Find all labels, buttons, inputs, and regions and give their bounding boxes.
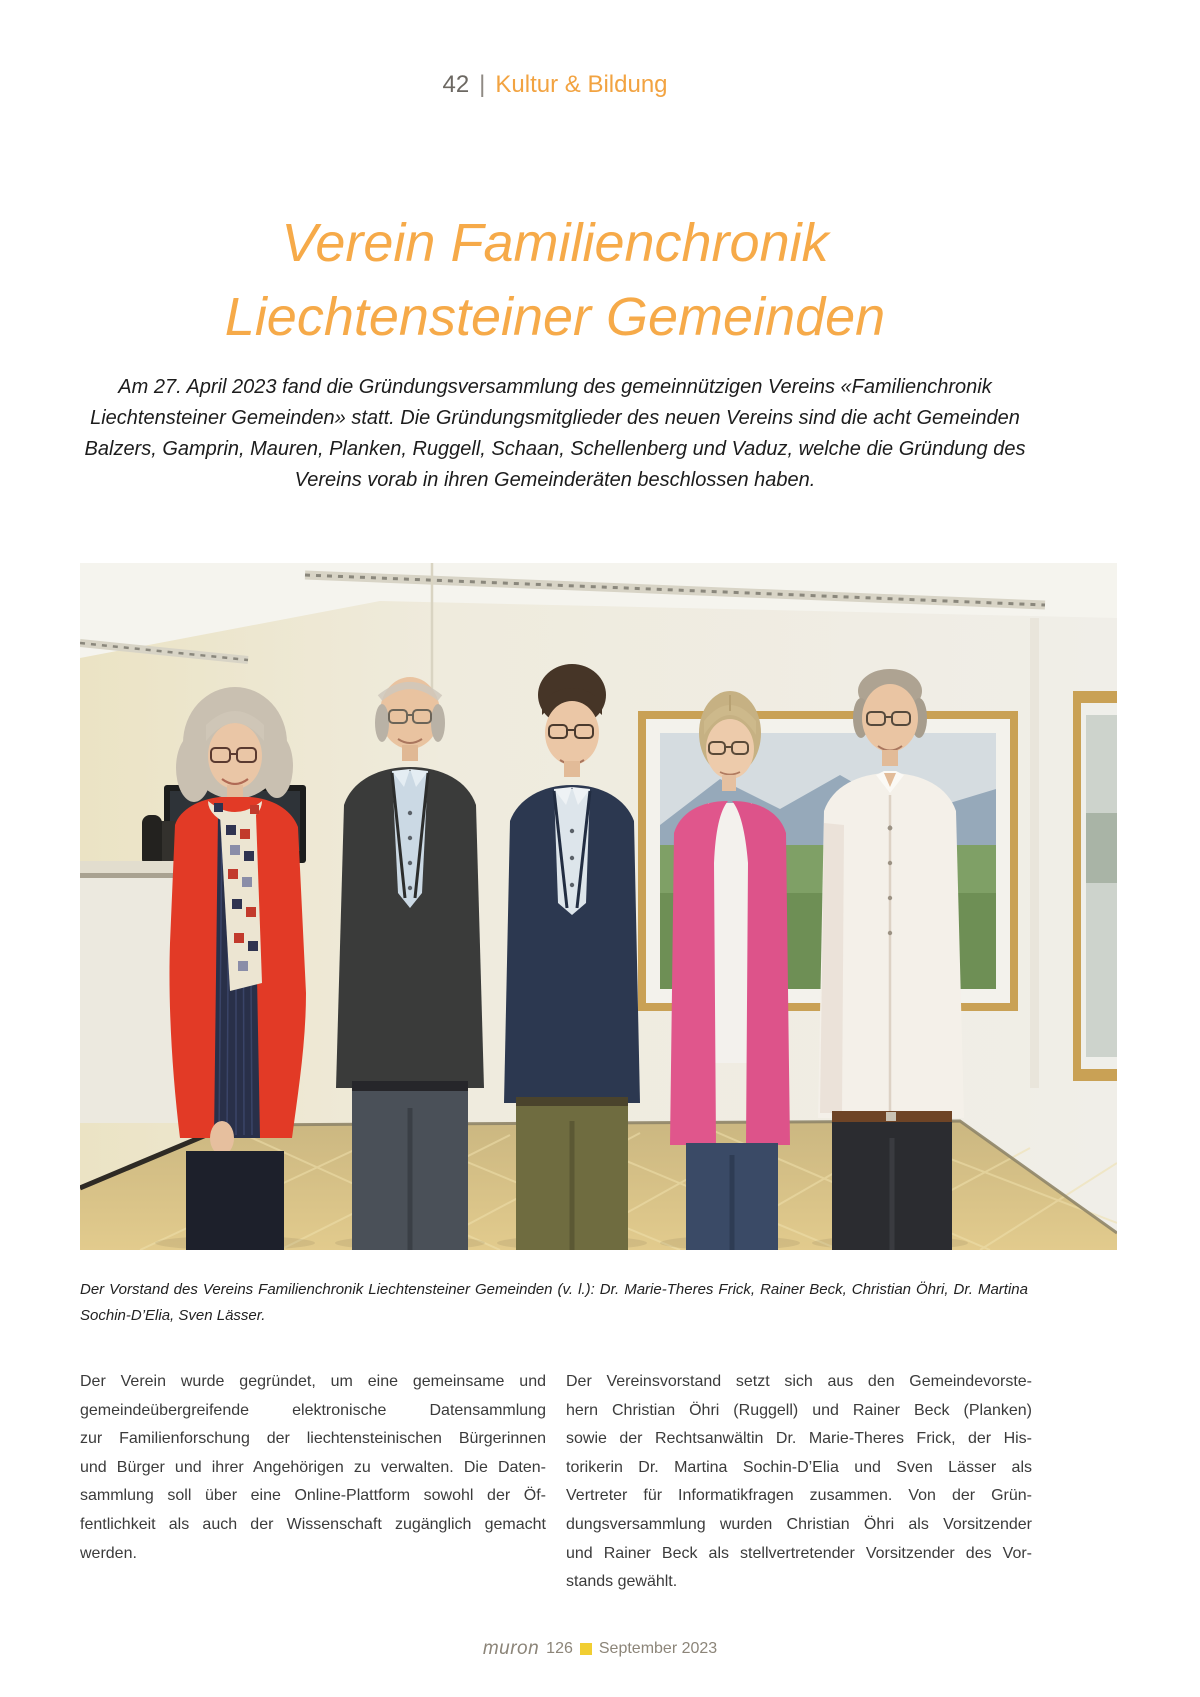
body-column-left bbox=[80, 1368, 546, 1597]
text-line: dungsversammlung wurden Christian Öhri als Vorsitzender bbox=[566, 1515, 1032, 1533]
text-line: fentlichkeit als auch der Wissenschaft zugänglich gemacht bbox=[80, 1515, 546, 1533]
text-line: Der Vereinsvorstand setzt sich aus den Gemeindevorste- bbox=[566, 1373, 1032, 1390]
text-line: und Bürger und ihrer Angehörigen zu verwalten. Die Daten- bbox=[80, 1458, 546, 1476]
footer-square-icon bbox=[580, 1643, 592, 1655]
text-line: Vertreter für Informatikfragen zusammen. Von der Grün- bbox=[566, 1487, 1032, 1505]
text-line: sammlung soll über eine Online-Plattform sowohl der Öf- bbox=[80, 1487, 546, 1505]
text-line: Liechtensteiner Gemeinden» statt. Die Gründungsmitglieder des neuen Vereins sind die acht Gemeinden bbox=[90, 407, 1020, 429]
picture-frame-right bbox=[1073, 691, 1117, 1081]
text-line: stands gewählt. bbox=[566, 1573, 678, 1591]
text-line: Sochin-D’Elia, Sven Lässer. bbox=[80, 1307, 266, 1324]
photo-caption bbox=[80, 1277, 1028, 1329]
text-line: zur Familienforschung der liechtensteinischen Bürgerinnen bbox=[80, 1430, 546, 1448]
text-line: torikerin Dr. Martina Sochin-D’Elia und Sven Lässer als bbox=[566, 1458, 1032, 1476]
text-line: Balzers, Gamprin, Mauren, Planken, Ruggell, Schaan, Schellenberg und Vaduz, welche die Gründung des bbox=[84, 438, 1026, 460]
text-line: hern Christian Öhri (Ruggell) und Rainer Beck (Planken) bbox=[566, 1401, 1032, 1419]
body-column-right bbox=[566, 1368, 1032, 1597]
section-title: Kultur & Bildung bbox=[495, 71, 668, 98]
text-line: Verein Familienchronik bbox=[281, 213, 829, 274]
text-line: werden. bbox=[80, 1544, 137, 1562]
text-line: Am 27. April 2023 fand die Gründungsversammlung des gemeinnützigen Vereins «Familienchronik bbox=[118, 376, 992, 398]
magazine-name: muron bbox=[482, 1638, 540, 1659]
text-line: Der Verein wurde gegründet, um eine gemeinsame und bbox=[80, 1373, 546, 1390]
group-photo bbox=[80, 563, 1117, 1250]
page-header bbox=[80, 70, 1030, 100]
text-line: sowie der Rechtsanwältin Dr. Marie-Theres Frick, der His- bbox=[566, 1430, 1032, 1448]
text-line: Der Vorstand des Vereins Familienchronik Liechtensteiner Gemeinden (v. l.): Dr. Marie-Theres Frick, Rainer Beck, Christian Öhri, Dr. Martina bbox=[80, 1281, 1028, 1298]
footer-date: September 2023 bbox=[598, 1640, 718, 1657]
body-columns bbox=[80, 1368, 1032, 1597]
group-photo-illustration bbox=[80, 563, 1117, 1250]
header-divider: | bbox=[479, 71, 486, 98]
text-line: Liechtensteiner Gemeinden bbox=[224, 287, 886, 348]
page-footer bbox=[0, 1638, 1200, 1660]
article-title bbox=[80, 206, 1030, 354]
article-intro bbox=[80, 372, 1030, 496]
text-line: Vereins vorab in ihren Gemeinderäten beschlossen haben. bbox=[294, 469, 816, 491]
text-line: und Rainer Beck als stellvertretender Vorsitzender des Vor- bbox=[566, 1544, 1032, 1562]
issue-number: 126 bbox=[546, 1640, 573, 1657]
text-line: gemeindeübergreifende elektronische Datensammlung bbox=[80, 1401, 546, 1419]
page-number: 42 bbox=[442, 71, 470, 98]
